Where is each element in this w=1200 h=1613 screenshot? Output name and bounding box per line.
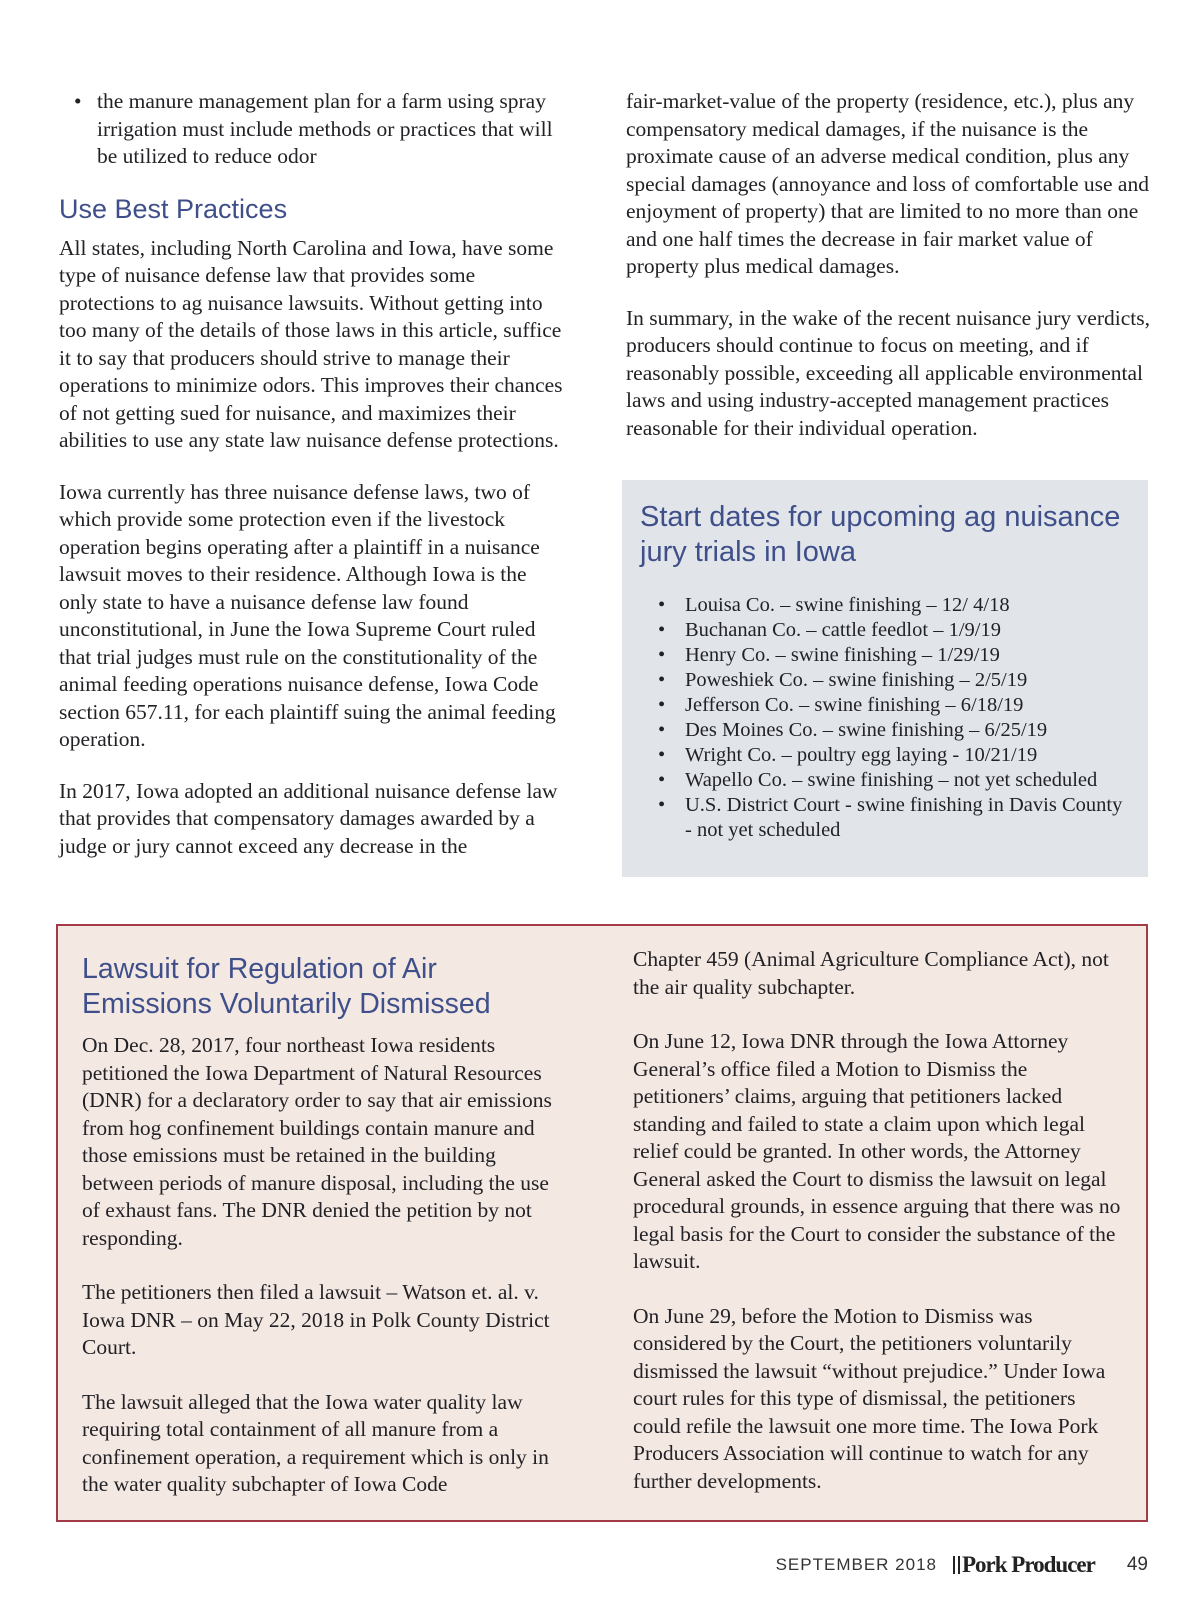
paragraph: The petitioners then filed a lawsuit – Watson et. al. v. Iowa DNR – on May 22, 2018 in Polk County District Court. xyxy=(82,1280,550,1359)
right-column xyxy=(626,88,1154,442)
list-item: • Poweshiek Co. – swine finishing – 2/5/19 xyxy=(640,668,1126,693)
paragraph: The lawsuit alleged that the Iowa water quality law requiring total containment of all manure from a confinement operation, a requirement which is only in the water quality subchapter of Iowa Code xyxy=(82,1389,549,1496)
list-item: • Henry Co. – swine finishing – 1/29/19 xyxy=(640,643,1126,668)
paragraph: In 2017, Iowa adopted an additional nuisance defense law that provides that compensatory damages awarded by a judge or jury cannot exceed any decrease in the xyxy=(59,778,558,858)
paragraph: In summary, in the wake of the recent nuisance jury verdicts, producers should continue to focus on meeting, and if reasonably possible, exceeding all applicable environmental laws and using industry-accepted management practices reasonable for their individual operation. xyxy=(626,305,1150,440)
logo-mark-icon xyxy=(953,1556,960,1574)
trial-dates-sidebar xyxy=(622,480,1148,877)
paragraph: Chapter 459 (Animal Agriculture Compliance Act), not the air quality subchapter. xyxy=(633,947,1109,999)
bullet-list xyxy=(59,88,569,171)
magazine-logo xyxy=(953,1552,1095,1578)
list-item: • Louisa Co. – swine finishing – 12/ 4/18 xyxy=(640,593,1126,618)
paragraph: On Dec. 28, 2017, four northeast Iowa residents petitioned the Iowa Department of Natural Resources (DNR) for a declaratory order to say that air emissions from hog confinement buildings contain manure and those emissions must be retained in the building between periods of manure disposal, including the use of exhaust fans. The DNR denied the petition by not responding. xyxy=(82,1033,552,1250)
magazine-name: Pork Producer xyxy=(962,1552,1095,1577)
callout-right-column xyxy=(633,946,1128,1495)
list-item: • Wapello Co. – swine finishing – not yet scheduled xyxy=(640,768,1126,793)
issue-date: SEPTEMBER 2018 xyxy=(775,1555,937,1574)
list-item: • Des Moines Co. – swine finishing – 6/25/19 xyxy=(640,718,1126,743)
paragraph: Iowa currently has three nuisance defense laws, two of which provide some protection even if the livestock operation begins operating after a plaintiff in a nuisance lawsuit moves to their residence. Although Iowa is the only state to have a nuisance defense law found unconstitutional, in June the Iowa Supreme Court ruled that trial judges must rule on the constitutionality of the animal feeding operations nuisance defense, Iowa Code section 657.11, for each plaintiff suing the animal feeding operation. xyxy=(59,479,556,751)
list-item: • U.S. District Court - swine finishing in Davis County - not yet scheduled xyxy=(640,793,1126,843)
list-item: • Wright Co. – poultry egg laying - 10/21/19 xyxy=(640,743,1126,768)
paragraph: fair-market-value of the property (residence, etc.), plus any compensatory medical damages, if the nuisance is the proximate cause of an adverse medical condition, plus any special damages (annoyance and loss of comfortable use and enjoyment of property) that are limited to no more than one and one half times the decrease in fair market value of property plus medical damages. xyxy=(626,89,1149,278)
sidebar-title: Start dates for upcoming ag nuisance jury trials in Iowa xyxy=(640,501,1121,568)
paragraph: On June 12, Iowa DNR through the Iowa Attorney General’s office filed a Motion to Dismiss the petitioners’ claims, arguing that petitioners lacked standing and failed to state a claim upon which legal relief could be granted. In other words, the Attorney General asked the Court to dismiss the lawsuit on legal procedural grounds, in essence arguing that there was no legal basis for the Court to consider the substance of the lawsuit. xyxy=(633,1029,1121,1273)
page-footer xyxy=(776,1550,1148,1580)
section-heading: Use Best Practices xyxy=(59,193,288,224)
lawsuit-callout-box xyxy=(56,924,1148,1522)
callout-heading: Lawsuit for Regulation of Air Emissions Voluntarily Dismissed xyxy=(82,953,491,1020)
trial-list xyxy=(640,593,1126,843)
paragraph: On June 29, before the Motion to Dismiss was considered by the Court, the petitioners voluntarily dismissed the lawsuit “without prejudice.” Under Iowa court rules for this type of dismissal, the petitioners could refile the lawsuit one more time. The Iowa Pork Producers Association will continue to watch for any further developments. xyxy=(633,1303,1106,1493)
list-item: • Jefferson Co. – swine finishing – 6/18/19 xyxy=(640,693,1126,718)
callout-left-column xyxy=(82,952,572,1499)
list-item: • the manure management plan for a farm using spray irrigation must include methods or practices that will be utilized to reduce odor xyxy=(59,88,569,171)
page-number: 49 xyxy=(1126,1554,1148,1575)
left-column xyxy=(59,88,569,860)
list-item: • Buchanan Co. – cattle feedlot – 1/9/19 xyxy=(640,618,1126,643)
paragraph: All states, including North Carolina and Iowa, have some type of nuisance defense law that provides some protections to ag nuisance lawsuits. Without getting into too many of the details of those laws in this article, suffice it to say that producers should strive to manage their operations to minimize odors. This improves their chances of not getting sued for nuisance, and maximizes their abilities to use any state law nuisance defense protections. xyxy=(59,235,563,452)
